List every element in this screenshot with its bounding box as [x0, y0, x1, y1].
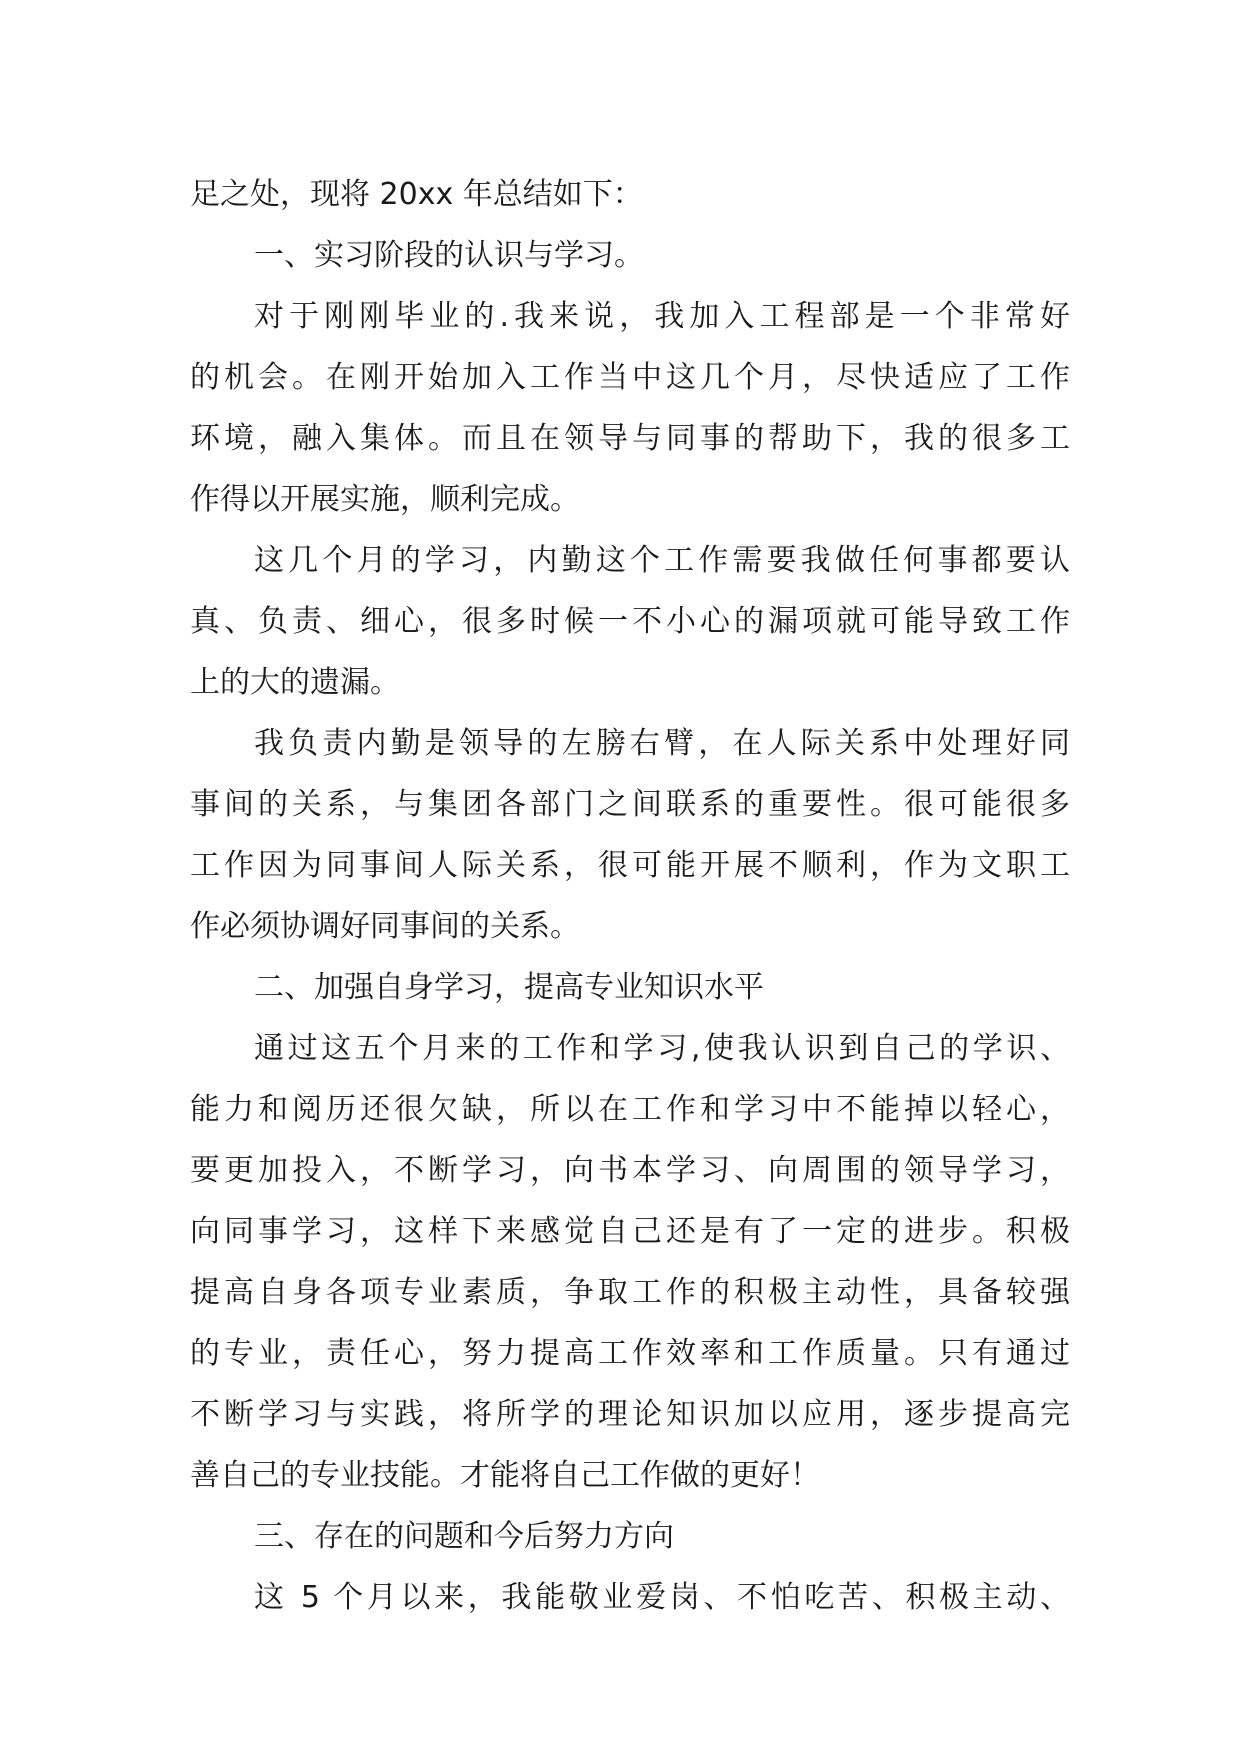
text-line: 要更加投入，不断学习，向书本学习、向周围的领导学习，	[190, 1153, 1070, 1188]
text-line: 提高自身各项专业素质，争取工作的积极主动性，具备较强	[190, 1275, 1070, 1310]
text-line: 通过这五个月来的工作和学习,使我认识到自己的学识、	[254, 1031, 1070, 1066]
text-line: 这几个月的学习，内勤这个工作需要我做任何事都要认	[254, 543, 1070, 578]
text-line: 的机会。在刚开始加入工作当中这几个月，尽快适应了工作	[190, 360, 1070, 395]
text-line: 对于刚刚毕业的.我来说，我加入工程部是一个非常好	[254, 299, 1070, 334]
text-line: 向同事学习，这样下来感觉自己还是有了一定的进步。积极	[190, 1214, 1070, 1249]
text-line: 事间的关系，与集团各部门之间联系的重要性。很可能很多	[190, 787, 1070, 822]
heading-section-3: 三、存在的问题和今后努力方向	[254, 1519, 674, 1554]
text-line: 足之处，现将 20xx 年总结如下：	[190, 177, 643, 212]
text-line: 能力和阅历还很欠缺，所以在工作和学习中不能掉以轻心，	[190, 1092, 1070, 1127]
heading-section-1: 一、实习阶段的认识与学习。	[254, 238, 644, 273]
text-line: 工作因为同事间人际关系，很可能开展不顺利，作为文职工	[190, 848, 1070, 883]
heading-section-2: 二、加强自身学习，提高专业知识水平	[254, 970, 764, 1005]
text-line: 我负责内勤是领导的左膀右臂，在人际关系中处理好同	[254, 726, 1070, 761]
text-line: 真、负责、细心，很多时候一不小心的漏项就可能导致工作	[190, 604, 1070, 639]
text-line: 环境，融入集体。而且在领导与同事的帮助下，我的很多工	[190, 421, 1070, 456]
text-line: 不断学习与实践，将所学的理论知识加以应用，逐步提高完	[190, 1397, 1070, 1432]
text-line: 作必须协调好同事间的关系。	[190, 909, 580, 944]
text-line: 善自己的专业技能。才能将自己工作做的更好！	[190, 1458, 820, 1493]
document-body	[190, 164, 1070, 1628]
text-line: 上的大的遗漏。	[190, 665, 400, 700]
text-line: 的专业，责任心，努力提高工作效率和工作质量。只有通过	[190, 1336, 1070, 1371]
text-line: 作得以开展实施，顺利完成。	[190, 482, 580, 517]
text-line: 这 5 个月以来，我能敬业爱岗、不怕吃苦、积极主动、	[254, 1580, 1070, 1615]
